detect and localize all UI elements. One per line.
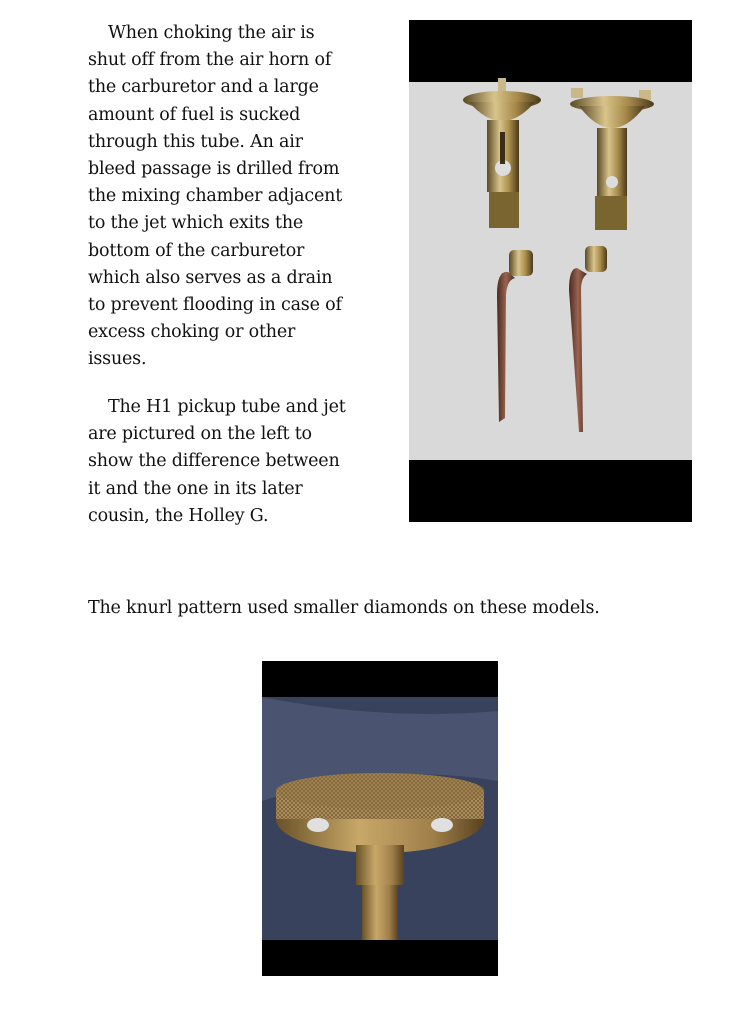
text-line: cousin, the Holley G. [88, 505, 269, 526]
photo-knurled-jet-closeup [262, 661, 498, 976]
text-line: are pictured on the left to [88, 424, 312, 445]
text-line: excess choking or other [88, 322, 296, 343]
text-line: shut off from the air horn of [88, 50, 332, 71]
text-line: to the jet which exits the [88, 213, 304, 234]
text-line: amount of fuel is sucked [88, 104, 301, 125]
paragraph-choking [88, 20, 388, 374]
text-line: When choking the air is [108, 23, 315, 43]
text-line: bottom of the carburetor [88, 240, 305, 261]
text-line: issues. [88, 349, 147, 370]
text-line: bleed passage is drilled from [88, 159, 340, 180]
text-line: show the difference between [88, 451, 340, 472]
text-line: it and the one in its later [88, 478, 303, 499]
caption-knurl-pattern: The knurl pattern used smaller diamonds on these models. [88, 598, 600, 618]
text-line: the mixing chamber adjacent [88, 186, 343, 207]
photo-pickup-tubes-and-jets [409, 20, 692, 522]
text-line: to prevent flooding in case of [88, 295, 342, 316]
text-line: the carburetor and a large [88, 77, 319, 98]
text-line: which also serves as a drain [88, 267, 333, 288]
text-line: through this tube. An air [88, 131, 303, 152]
text-line: The H1 pickup tube and jet [108, 397, 346, 417]
paragraph-h1-pickup [88, 394, 388, 530]
